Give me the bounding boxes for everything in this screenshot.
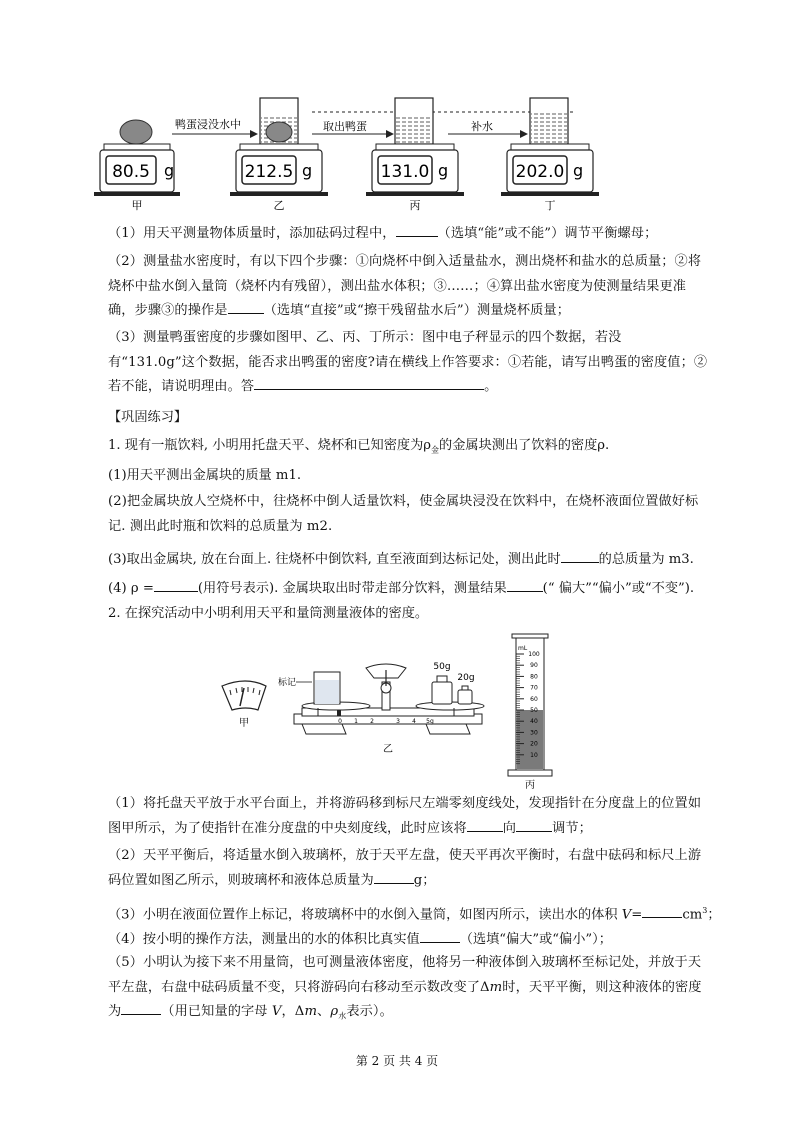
cylinder-tick-label: 60 <box>530 695 538 703</box>
answer-blank-e1-4a[interactable] <box>154 577 198 592</box>
part-4: （4）按小明的操作方法，测量出的水的体积比真实值 （选填“偏大”或“偏小”）； <box>108 928 612 950</box>
ruler-tick-1: 1 <box>354 718 358 725</box>
unit-jia: g <box>164 161 175 180</box>
exercise-1-step-3: (3)取出金属块, 放在台面上. 往烧杯中倒饮料, 直至液面到达标记处，测出此时 的总质量为 m3. <box>108 548 694 570</box>
part-2: （2）天平平衡后，将适量水倒入玻璃杯，放于天平左盘，使天平再次平衡时，右盘中砝码和标尺上游码位置如图乙所示，则玻璃杯和液体总质量为 g； <box>108 848 702 888</box>
exercise-1-step-4: (4) ρ = (用符号表示). 金属块取出时带走部分饮料，测量结果 (“ 偏大”“偏小”或“不变”). <box>108 577 694 599</box>
arrow-1-label: 鸭蛋浸没水中 <box>175 118 241 131</box>
page-footer: 第 2 页 共 4 页 <box>355 1054 439 1068</box>
balance-yi <box>294 664 484 734</box>
question-2: （2）测量盐水密度时，有以下四个步骤：①向烧杯中倒入适量盐水，测出烧杯和盐水的总质量；②将烧杯中盐水倒入量筒（烧杯内有残留），测出盐水体积；③……；④算出盐水密度为使测量结果更准确，步骤③的操作是 （选填“直接”或“擦干残留盐水后”）测量烧杯质量； <box>108 254 702 318</box>
panel-label-ding: 丁 <box>544 199 556 212</box>
exercise-1-step-1: (1)用天平测出金属块的质量 m1. <box>108 468 302 483</box>
answer-blank-q2[interactable] <box>228 299 264 314</box>
cylinder-tick-label: 100 <box>528 651 540 658</box>
label-bing: 丙 <box>525 780 535 790</box>
dial-jia <box>222 681 266 710</box>
scale-jia <box>94 120 180 196</box>
ruler-tick-0: 0 <box>338 718 342 725</box>
arrow-2-label: 取出鸭蛋 <box>323 120 367 133</box>
cylinder-tick-label: 50 <box>530 707 538 714</box>
answer-blank-e1-4b[interactable] <box>507 577 543 592</box>
exercise-1-stem: 1. 现有一瓶饮料, 小明用托盘天平、烧杯和已知密度为$\rho_金$的金属块测出了饮料的密度ρ. <box>108 438 610 455</box>
cylinder-tick-label: 30 <box>530 729 538 737</box>
reading-yi: 212.5 <box>244 162 294 182</box>
answer-blank-q1[interactable] <box>396 222 438 237</box>
part-3: （3）小明在液面位置作上标记，将玻璃杯中的水倒入量筒，如图丙所示，读出水的体积 $V= cm^3$； <box>108 901 721 925</box>
weight-20g: 20g <box>457 673 475 683</box>
answer-blank-p1a[interactable] <box>467 817 503 832</box>
answer-blank-q3[interactable] <box>254 375 484 390</box>
unit-yi: g <box>302 161 313 180</box>
unit-ding: g <box>573 161 584 180</box>
arrow-3-label: 补水 <box>471 120 493 133</box>
panel-label-yi: 乙 <box>273 199 285 212</box>
unit-bing: g <box>438 161 449 180</box>
exercise-1-step-2: (2)把金属块放人空烧杯中，往烧杯中倒人适量饮料，使金属块浸没在饮料中，在烧杯液面位置做好标记. 测出此时瓶和饮料的总质量为 m2. <box>108 494 699 534</box>
cylinder-unit: mL <box>518 645 528 652</box>
duck-egg-figure <box>90 92 650 212</box>
reading-ding: 202.0 <box>515 162 565 182</box>
cylinder-tick-label: 90 <box>530 662 538 670</box>
panel-label-bing: 丙 <box>409 199 421 212</box>
reading-bing: 131.0 <box>380 162 430 182</box>
answer-blank-p3[interactable] <box>642 903 682 918</box>
balance-figure <box>216 626 556 790</box>
cylinder-tick-label: 20 <box>530 740 538 748</box>
ruler-tick-3: 3 <box>396 718 400 725</box>
part-1: （1）将托盘天平放于水平台面上，并将游码移到标尺左端零刻度线处，发现指针在分度盘上的位置如图甲所示，为了使指针在准分度盘的中央刻度线，此时应该将 向 调节； <box>108 796 702 836</box>
panel-label-jia: 甲 <box>131 199 143 212</box>
cylinder-tick-label: 70 <box>530 684 538 692</box>
cylinder-tick-label: 80 <box>530 673 538 681</box>
answer-blank-p2[interactable] <box>374 869 414 884</box>
ruler-tick-2: 2 <box>370 718 374 725</box>
answer-blank-p4[interactable] <box>420 928 460 943</box>
answer-blank-e1-3[interactable] <box>561 548 599 563</box>
answer-blank-p1b[interactable] <box>516 817 552 832</box>
ruler-tick-5: 5g <box>426 718 434 725</box>
cylinder-tick-label: 10 <box>530 751 538 759</box>
question-1: （1）用天平测量物体质量时，添加砝码过程中， （选填“能”或不能”）调节平衡螺母； <box>108 222 708 247</box>
part-5: （5）小明认为接下来不用量筒，也可测量液体密度，他将另一种液体倒入玻璃杯至标记处，并放于天平左盘，右盘中砝码质量不变，只将游码向右移动至示数改变了Δm时，天平平衡，则这种液体的密度为 （用已知量的字母 V，Δm、$\rho_水$表示）。 <box>108 955 702 1021</box>
exercise-2-stem: 2. 在探究活动中小明利用天平和量筒测量液体的密度。 <box>108 606 429 621</box>
answer-blank-p5[interactable] <box>121 1000 161 1015</box>
label-yi: 乙 <box>383 744 393 755</box>
arrow-1 <box>172 130 258 138</box>
mark-label: 标记 <box>278 678 297 688</box>
reading-jia: 80.5 <box>112 162 150 182</box>
section-title: 【巩固练习】 <box>108 410 188 425</box>
weight-50g: 50g <box>433 662 451 672</box>
ruler-tick-4: 4 <box>412 718 416 725</box>
cylinder-tick-label: 40 <box>530 718 538 726</box>
question-3: （3）测量鸭蛋密度的步骤如图甲、乙、丙、丁所示：图中电子秤显示的四个数据，若没有“131.0g”这个数据，能否求出鸭蛋的密度?请在横线上作答要求：①若能，请写出鸭蛋的密度值；②若不能，请说明理由。答 。 <box>108 330 708 394</box>
label-jia: 甲 <box>239 718 249 729</box>
